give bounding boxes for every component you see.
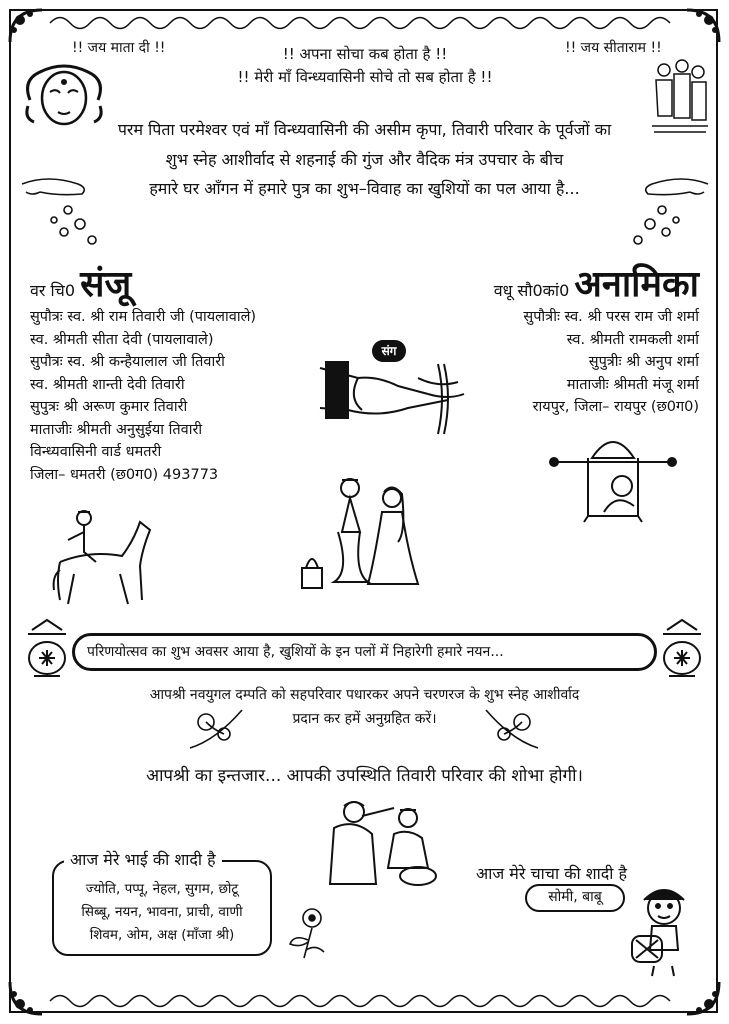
groom-family-line: स्व. श्रीमती सीता देवी (पायलावाले) — [30, 331, 214, 348]
groom-family-line: सुपुत्रः श्री अरूण कुमार तिवारी — [30, 399, 188, 415]
bride-title — [494, 258, 699, 307]
bride-family-line: स्व. श्रीमती रामकली शर्मा — [566, 331, 699, 348]
groom-family-line: स्व. श्रीमती शान्ती देवी तिवारी — [30, 376, 185, 393]
header-line-1: !! अपना सोचा कब होता है !! — [282, 45, 448, 63]
top-border-chain — [50, 12, 680, 34]
right-blessing: !! जय सीताराम !! — [565, 40, 662, 56]
invitation-line-2: प्रदान कर हमें अनुग्रहित करें। — [292, 711, 437, 727]
uncle-box-title: आज मेरे चाचा की शादी है — [476, 864, 627, 883]
groom-family-line: जिला– धमतरी (छ0ग0) 493773 — [30, 466, 219, 483]
uncle-box-names: सोमी, बाबू — [525, 884, 625, 912]
bride-name: अनामिका — [574, 264, 699, 305]
doli-palanquin-icon — [548, 428, 678, 522]
groom-prefix: वर चि0 — [30, 281, 76, 300]
groom-title — [30, 258, 131, 307]
corner-ornament-icon — [683, 6, 723, 46]
groom-family-line: माताजीः श्रीमती अनुसुईया तिवारी — [30, 421, 203, 438]
kalash-icon — [24, 620, 70, 680]
groom-name: संजू — [80, 264, 132, 305]
celebration-banner: परिणयोत्सव का शुभ अवसर आया है, खुशियों के इन पलों में निहारेगी हमारे नयन... — [72, 633, 657, 671]
bride-family-line: सुपुत्रीः श्री अनुप शर्मा — [588, 354, 699, 370]
awaiting-line: आपश्री का इन्तजार... आपकी उपस्थिति तिवारी परिवार की शोभा होगी। — [146, 766, 583, 786]
brother-box-names — [52, 878, 272, 947]
horse-rider-icon — [50, 500, 156, 610]
bottom-border-chain — [50, 990, 680, 1012]
brother-names-line: शिवम, ओम, अक्ष (माँजा श्री) — [89, 927, 235, 943]
invitation-line-1: आपश्री नवयुगल दम्पति को सहपरिवार पधारकर अपने चरणरज के शुभ स्नेह आशीर्वाद — [149, 687, 580, 703]
header-line-2: !! मेरी माँ विन्ध्यवासिनी सोचे तो सब होता है !! — [237, 68, 493, 86]
corner-ornament-icon — [683, 978, 723, 1018]
bride-groom-icon — [298, 472, 438, 602]
groom-family-line: सुपौत्रः स्व. श्री राम तिवारी जी (पायलावाले) — [30, 309, 257, 325]
boy-with-drum-icon — [628, 880, 700, 976]
groom-family-list — [30, 306, 256, 486]
intro-line-2: शुभ स्नेह आशीर्वाद से शहनाई की गुंज और वैदिक मंत्र उपचार के बीच — [165, 150, 564, 169]
kalash-icon — [659, 620, 705, 680]
handshake-label: संग — [372, 340, 406, 362]
bride-prefix: वधू सौ0कां0 — [493, 281, 570, 300]
hand-with-flowers-icon — [624, 170, 712, 250]
intro-line-3: हमारे घर आँगन में हमारे पुत्र का शुभ–विवाह का खुशियों का पल आया है... — [149, 179, 580, 198]
floral-swirl-icon — [482, 700, 542, 756]
bride-family-list — [523, 306, 699, 419]
bride-family-line: रायपुर, जिला– रायपुर (छ0ग0) — [532, 399, 699, 415]
flower-sprig-icon — [286, 904, 332, 960]
groom-family-line: सुपौत्रः स्व. श्री कन्हैयालाल जी तिवारी — [30, 354, 225, 370]
bride-family-line: माताजीः श्रीमती मंजू शर्मा — [566, 376, 699, 393]
corner-ornament-icon — [6, 978, 46, 1018]
musicians-icon — [324, 798, 444, 890]
intro-line-1: परम पिता परमेश्वर एवं माँ विन्ध्यवासिनी की असीम कृपा, तिवारी परिवार के पूर्वजों का — [117, 120, 612, 139]
left-blessing: !! जय माता दी !! — [72, 40, 166, 56]
groom-family-line: विन्ध्यवासिनी वार्ड धमतरी — [30, 444, 162, 460]
bride-family-line: सुपौत्रीः स्व. श्री परस राम जी शर्मा — [523, 309, 699, 325]
hand-with-flowers-icon — [18, 170, 106, 250]
brother-box-title: आज मेरे भाई की शादी है — [64, 848, 222, 870]
floral-swirl-icon — [186, 700, 246, 756]
brother-names-line: सिब्बू, नयन, भावना, प्राची, वाणी — [81, 904, 243, 920]
brother-names-line: ज्योति, पप्पू, नेहल, सुगम, छोटू — [85, 881, 239, 897]
corner-ornament-icon — [6, 6, 46, 46]
